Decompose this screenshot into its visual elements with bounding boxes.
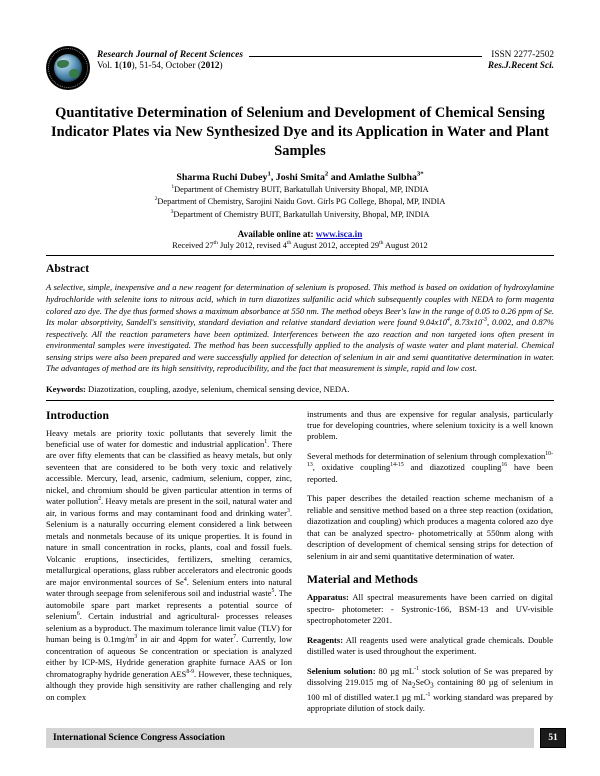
affiliation-2: $^2$Department of Chemistry, Sarojini Naidu Govt. Girls PG College, Bhopal, MP, INDIA [154, 196, 446, 207]
page-title: Quantitative Determination of Selenium and Development of Chemical Sensing Indicator Plates via New Synthesized Dye and its Application in Water and Plant Samples [50, 105, 550, 160]
keywords-label: Keywords: [46, 383, 86, 394]
right-paragraph-1: instruments and thus are expensive for regular analysis, particularly true for developing countries, where selenium toxicity is a well known problem. [307, 408, 553, 442]
selenium-solution-label: Selenium solution: [307, 665, 376, 676]
volume-issue-line: Vol. 1(10), 51-54, October (2012) [97, 61, 223, 71]
keywords-line [46, 384, 554, 396]
section-heading-introduction: Introduction [46, 408, 109, 422]
journal-abbreviation: Res.J.Recent Sci. [487, 61, 554, 71]
author-list: Sharma Ruchi Dubey$^1$, Joshi Smita$^2$ and Amlathe Sulbha$^{3*}$ [176, 170, 424, 184]
right-paragraph-2: Several methods for determination of selenium through complexation$^{10-13}$, oxidative coupling$^{14-15}$ and diazotized coupling$^{16}$ have been reported. [307, 450, 554, 484]
masthead-rule [243, 46, 488, 64]
selenium-solution-entry: Selenium solution: 80 µg $mL^{-1}$ stock solution of Se was prepared by dissolving 219.015 mg of $Na_2SeO_3$ containing 80 µg of selenium in 100 ml of distilled water.1 µg $mL^{-1}$ working standard was prepared by appropriate dilution of stock daily. [307, 665, 553, 713]
journal-url-link[interactable]: www.isca.in [315, 229, 363, 240]
body-columns [46, 409, 554, 715]
masthead [46, 46, 554, 90]
journal-logo-icon [46, 46, 90, 90]
introduction-paragraph: Heavy metals are priority toxic pollutants that severely limit the beneficial use of water for domestic and industrial application$^1$. There are over fifty elements that can be classified as heavy metals, but only seventeen that are considered to be both very toxic and relatively accessible. Mercury, lead, arsenic, cadmium, selenium, copper, zinc, nickel, and chromium should be given particular attention in terms of water pollution$^2$. Heavy metals are present in the soil, natural water and air, in various forms and may contaminant food and drinking water$^3$. Selenium is a naturally occurring element considered a link between metals and nonmetals because of its unique properties. It is found in nature in small concentration in rocks, plants, coal and fossil fuels. Volcanic eruptions, insecticides, fertilizers, smelting ceramics, metallurgical operations, glass rubber accelerators and electronic goods are major environmental sources of Se$^4$. Selenium enters into natural water through seepage from seleniferous soil and industrial waste$^5$. The automobile spare part market represents a potential source of selenium$^6$. Certain industrial and agricultural- processes releases selenium as a byproduct. The maximum tolerance limit value (TLV) for human being is $0.1mg/m^3$ in air and 4ppm for water$^7$. Currently, low concentration of aqueous Se concentration or speciation is analyzed either by ICP-MS, Hydride generation graphite furnace AAS or Ion chromatography hydride generation AES$^{8-9}$. However, these techniques, although they provide high sensitivity are rather challenging and rely on complex [46, 427, 293, 702]
footer-organization: International Science Congress Association [46, 728, 534, 748]
right-paragraph-3: This paper describes the detailed reaction scheme mechanism of a reliable and sensitive method based on a three step reaction (oxidation, diazotization and coupling) which produces a magenta colored azo dye that can be analyzed spectro- photometrically at 550nm along with description of development of chemical sensing strips for detection of selenium in air and semi quantitative determination of water. [307, 493, 553, 561]
page-footer [46, 728, 566, 748]
masthead-right [488, 46, 554, 71]
keywords-value: Diazotization, coupling, azodye, selenium, chemical sensing device, NEDA. [88, 383, 350, 394]
apparatus-text: All spectral measurements have been carried on digital spectro- photometer: - Systronic-166, BSM-13 and UV-visible spectrophotometer 2201. [307, 592, 553, 626]
reagents-entry [307, 635, 553, 658]
abstract-bottom-rule [46, 400, 554, 401]
journal-name: Research Journal of Recent Sciences [97, 50, 244, 60]
globe-icon [54, 54, 82, 82]
page-number: 51 [540, 728, 566, 748]
reagents-label: Reagents: [307, 634, 344, 645]
received-dates: Received 27th July 2012, revised 4th August 2012, accepted 29th August 2012 [172, 240, 428, 251]
issn: ISSN 2277-2502 [491, 50, 554, 60]
section-heading-material-and-methods: Material and Methods [307, 573, 418, 587]
abstract-heading: Abstract [46, 262, 90, 276]
reagents-text: All reagents used were analytical grade chemicals. Double distilled water is used throughout the experiment. [307, 634, 553, 657]
affiliation-1: $^1$Department of Chemistry BUIT, Barkatullah University Bhopal, MP, INDIA [171, 184, 429, 195]
affiliation-3: $^3$Department of Chemistry BUIT, Barkatullah University, Bhopal, MP, INDIA [170, 209, 430, 219]
left-column [46, 409, 292, 715]
apparatus-label: Apparatus: [307, 592, 349, 603]
abstract-top-rule [46, 255, 554, 256]
apparatus-entry [307, 592, 553, 626]
right-column [307, 409, 553, 715]
available-online-label: Available online at: [237, 229, 314, 240]
masthead-left [97, 46, 243, 71]
abstract-text: A selective, simple, inexpensive and a new reagent for determination of selenium is proposed. This method is based on oxidation of hydroxylamine hydrochloride with selenite ions to nitrous acid, which in turn diazotizes sulfanilic acid which subsequently couples with NEDA to form magenta colored azo dye. The dye thus formed shows a maximum absorbance at 550 nm. The method obeys Beer's law in the range of 0.05 to 0.26 ppm of Se. Its molar absorptivity, Sandell's sensitivity, standard deviation and relative standard deviation were found $9.04x10^4$, $8.73x10^{-3}$, 0.002, and 0.87% respectively. All the reaction parameters have been optimized. Interferences between the azo reaction and non targeted ions often present in environmental samples were investigated. The method has been successfully applied to the analysis of waste water and plant material. Chemical sensing strips were also been prepared and were successfully applied for detection of selenium in air and semi quantitative determination in water. The advantages of method are its high sensitivity, reproducibility, and the fact that measurement is simple, rapid and low cost. [46, 282, 554, 374]
available-online-line [46, 229, 554, 239]
